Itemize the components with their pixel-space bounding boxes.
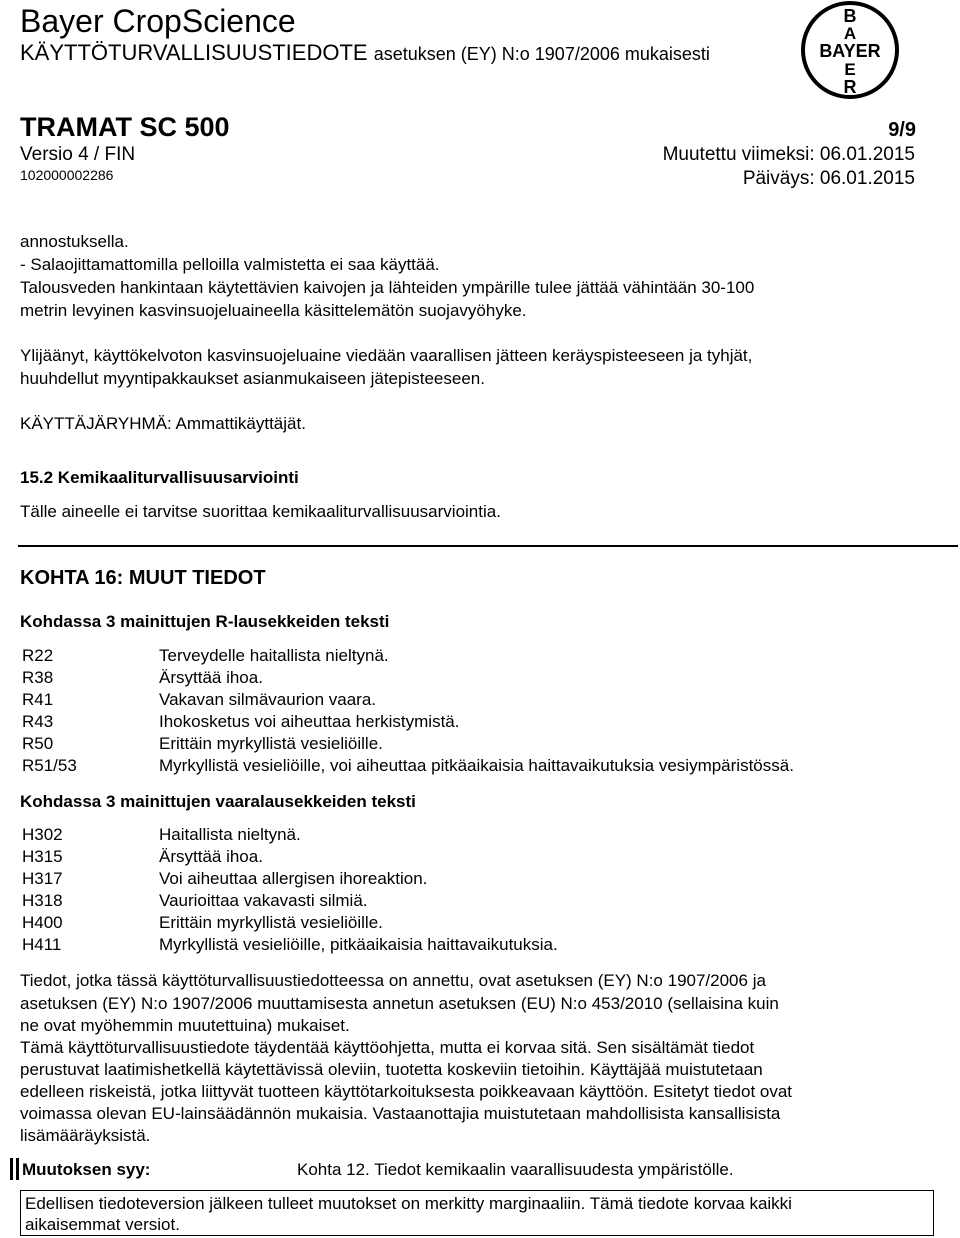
- paragraph-line: Tiedot, jotka tässä käyttöturvallisuustiedotteessa on annettu, ovat asetuksen (EY) N:o 1907/2006 ja: [20, 971, 766, 990]
- r-code: R50: [22, 734, 54, 753]
- paragraph-line: Tämä käyttöturvallisuustiedote täydentää käyttöohjetta, mutta ei korvaa sitä. Sen sisältämät tiedot: [20, 1038, 755, 1057]
- change-reason-text: Kohta 12. Tiedot kemikaalin vaarallisuudesta ympäristölle.: [297, 1160, 734, 1179]
- r-text: Terveydelle haitallista nieltynä.: [159, 646, 389, 665]
- h-code: H318: [22, 891, 63, 910]
- r-code: R38: [22, 668, 54, 687]
- h-text: Vaurioittaa vakavasti silmiä.: [159, 891, 368, 910]
- page-number: 9/9: [888, 119, 916, 141]
- h-code: H315: [22, 847, 63, 866]
- h-text: Myrkyllistä vesieliöille, pitkäaikaisia haittavaikutuksia.: [159, 935, 558, 954]
- document-title: [20, 38, 710, 69]
- h-code: H400: [22, 913, 63, 932]
- product-name: TRAMAT SC 500: [20, 112, 230, 142]
- r-phrases-heading: Kohdassa 3 mainittujen R-lausekkeiden teksti: [20, 612, 390, 631]
- section-divider: [18, 545, 958, 547]
- change-margin-bar: [16, 1158, 19, 1180]
- paragraph-line: metrin levyinen kasvinsuojeluaineella käsittelemätön suojavyöhyke.: [20, 301, 527, 320]
- r-code: R41: [22, 690, 54, 709]
- change-margin-bar: [10, 1158, 13, 1180]
- paragraph-line: Ylijäänyt, käyttökelvoton kasvinsuojeluaine viedään vaarallisen jätteen keräyspisteeseen ja tyhjät,: [20, 346, 753, 365]
- paragraph-line: huuhdellut myyntipakkaukset asianmukaiseen jätepisteeseen.: [20, 369, 485, 388]
- r-text: Ärsyttää ihoa.: [159, 668, 263, 687]
- paragraph-line: perustuvat laatimishetkellä käytettävissä oleviin, tuotetta koskeviin tietoihin. Käyttäjää muistutetaan: [20, 1060, 763, 1079]
- paragraph-line: voimassa olevan EU-lainsäädännön mukaisia. Vastaanottajia muistutetaan mahdollisista kansallisista: [20, 1104, 781, 1123]
- h-code: H411: [22, 935, 62, 954]
- change-reason-label: Muutoksen syy:: [22, 1160, 151, 1179]
- revised-date: Muutettu viimeksi: 06.01.2015: [662, 144, 915, 165]
- r-text: Myrkyllistä vesieliöille, voi aiheuttaa pitkäaikaisia haittavaikutuksia vesiympäristössä.: [159, 756, 794, 775]
- revision-note-line: aikaisemmat versiot.: [25, 1215, 180, 1234]
- paragraph-line: asetuksen (EY) N:o 1907/2006 muuttamisesta annetun asetuksen (EU) N:o 453/2010 (sellaisina kuin: [20, 994, 779, 1013]
- paragraph-line: lisämääräyksistä.: [20, 1126, 151, 1145]
- logo-letter-r: R: [843, 77, 857, 97]
- regulation: asetuksen (EY) N:o 1907/2006 mukaisesti: [373, 44, 710, 64]
- company-name: Bayer CropScience: [20, 3, 296, 39]
- revision-note-line: Edellisen tiedoteversion jälkeen tulleet muutokset on merkitty marginaaliin. Tämä tiedote korvaa kaikki: [25, 1194, 792, 1213]
- bayer-cross-logo: [800, 0, 900, 100]
- h-text: Ärsyttää ihoa.: [159, 847, 263, 866]
- logo-center-word: BAYER: [819, 41, 881, 61]
- revision-note-box: [20, 1190, 934, 1236]
- document-number: 102000002286: [20, 167, 114, 183]
- h-text: Haitallista nieltynä.: [159, 825, 301, 844]
- h-text: Erittäin myrkyllistä vesieliöille.: [159, 913, 383, 932]
- version: Versio 4 / FIN: [20, 144, 136, 165]
- r-code: R51/53: [22, 756, 77, 775]
- h-phrases-heading: Kohdassa 3 mainittujen vaaralausekkeiden teksti: [20, 792, 416, 811]
- section-15-2-heading: 15.2 Kemikaaliturvallisuusarviointi: [20, 468, 299, 487]
- r-code: R43: [22, 712, 54, 731]
- h-code: H317: [22, 869, 63, 888]
- r-code: R22: [22, 646, 54, 665]
- logo-letter-b: B: [843, 6, 857, 26]
- paragraph-line: Talousveden hankintaan käytettävien kaivojen ja lähteiden ympärille tulee jättää vähintään 30-100: [20, 278, 755, 297]
- paragraph-line: - Salaojittamattomilla pelloilla valmistetta ei saa käyttää.: [20, 255, 440, 274]
- paragraph-line: edelleen riskeistä, jotka liittyvät tuotteen käyttötarkoituksesta poikkeavaan käyttöön. Esitetyt tiedot ovat: [20, 1082, 793, 1101]
- r-text: Ihokosketus voi aiheuttaa herkistymistä.: [159, 712, 460, 731]
- paragraph-line: ne ovat myöhemmin muutettuina) mukaiset.: [20, 1016, 350, 1035]
- issue-date: Päiväys: 06.01.2015: [742, 168, 915, 189]
- h-code: H302: [22, 825, 63, 844]
- section-15-2-text: Tälle aineelle ei tarvitse suorittaa kemikaaliturvallisuusarviointia.: [20, 502, 501, 521]
- r-text: Vakavan silmävaurion vaara.: [159, 690, 377, 709]
- logo-letter-e: E: [844, 60, 856, 79]
- logo-letter-a: A: [843, 24, 857, 43]
- section-16-heading: KOHTA 16: MUUT TIEDOT: [20, 567, 266, 589]
- r-text: Erittäin myrkyllistä vesieliöille.: [159, 734, 383, 753]
- paragraph-line: annostuksella.: [20, 232, 129, 251]
- user-group: KÄYTTÄJÄRYHMÄ: Ammattikäyttäjät.: [20, 414, 306, 433]
- doc-type: KÄYTTÖTURVALLISUUSTIEDOTE: [20, 40, 368, 65]
- h-text: Voi aiheuttaa allergisen ihoreaktion.: [159, 869, 428, 888]
